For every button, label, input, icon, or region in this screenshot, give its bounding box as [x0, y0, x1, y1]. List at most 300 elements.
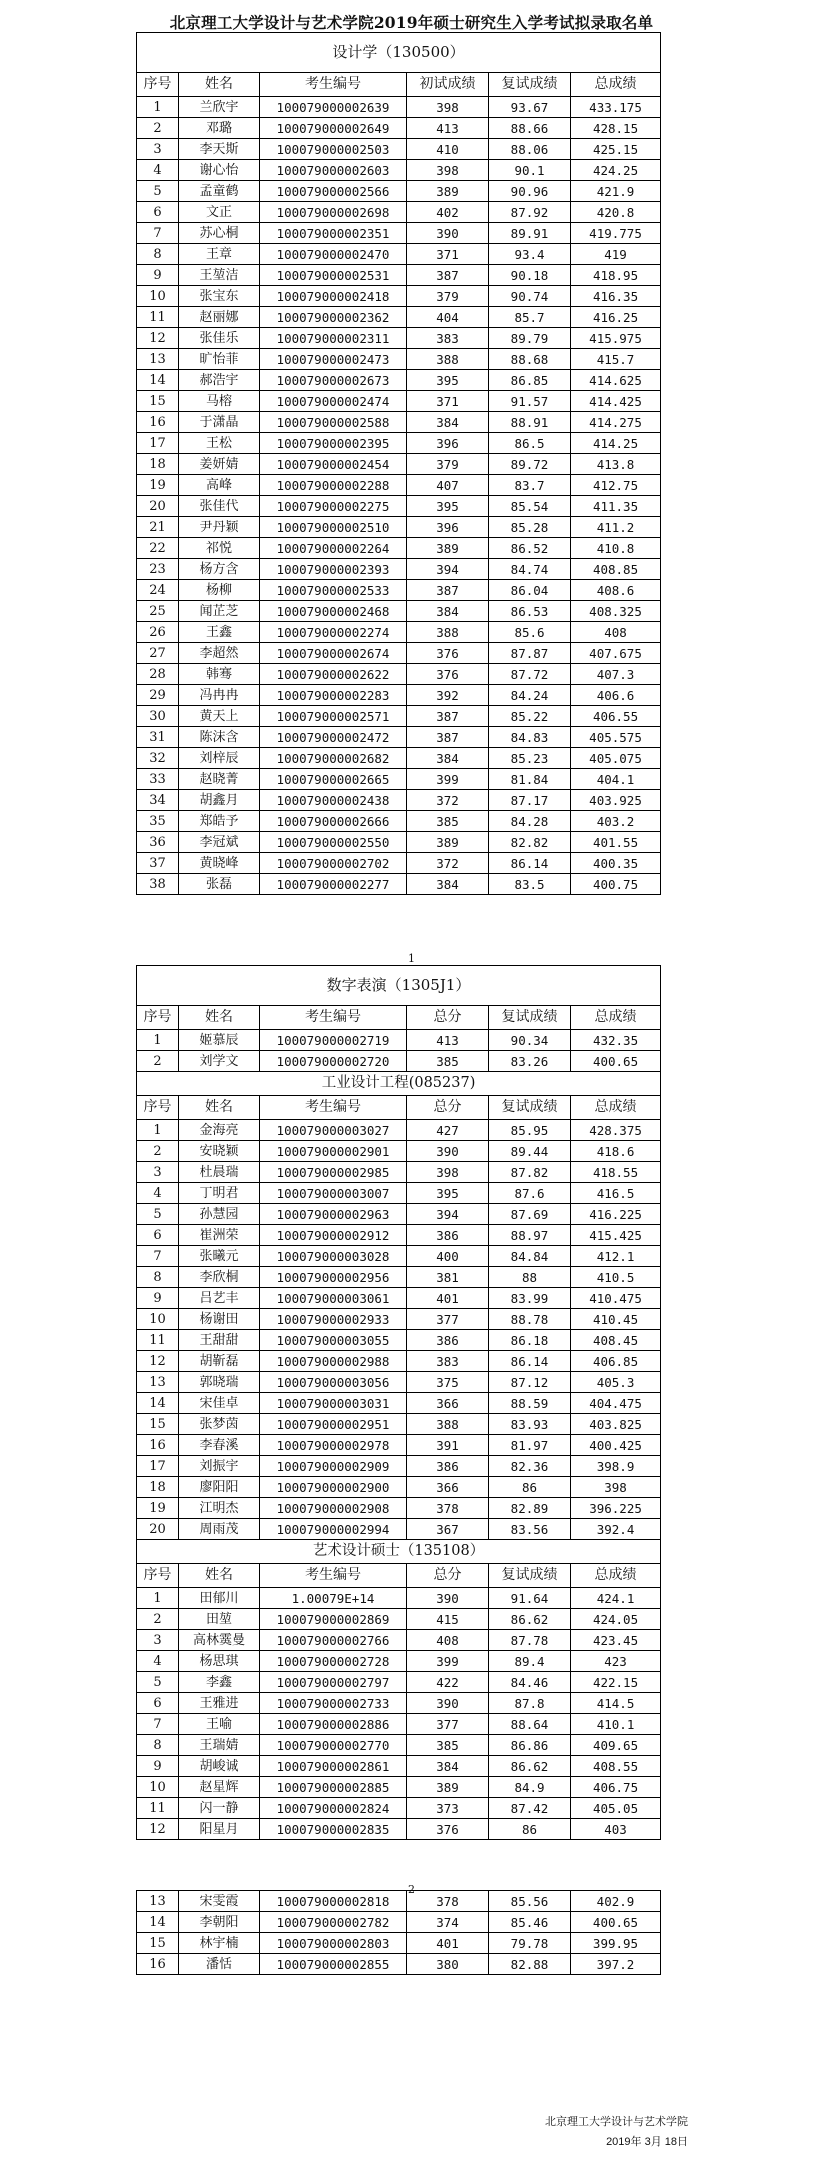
- table-cell: 384: [407, 1756, 489, 1777]
- table-cell: 83.5: [489, 874, 571, 895]
- table-cell: 412.75: [571, 475, 661, 496]
- table-row: [137, 853, 661, 874]
- table-cell: 366: [407, 1477, 489, 1498]
- table-cell: 100079000002861: [260, 1756, 407, 1777]
- table-cell: 414.625: [571, 370, 661, 391]
- table-cell: 384: [407, 412, 489, 433]
- table-cell: 11: [137, 1798, 179, 1819]
- table-cell: 兰欣宇: [179, 97, 260, 118]
- table-cell: 394: [407, 1204, 489, 1225]
- table-cell: 王雅进: [179, 1693, 260, 1714]
- table-cell: 王章: [179, 244, 260, 265]
- table-cell: 388: [407, 1414, 489, 1435]
- table-row: [137, 244, 661, 265]
- table-cell: 100079000002869: [260, 1609, 407, 1630]
- table-cell: 吕艺丰: [179, 1288, 260, 1309]
- table-cell: 刘振宇: [179, 1456, 260, 1477]
- table-cell: 385: [407, 1051, 489, 1072]
- footer-organization: 北京理工大学设计与艺术学院: [545, 2116, 688, 2128]
- table-cell: 100079000002277: [260, 874, 407, 895]
- table-cell: 424.25: [571, 160, 661, 181]
- table-cell: 416.5: [571, 1183, 661, 1204]
- column-header: 总分: [407, 1006, 489, 1030]
- table-cell: 389: [407, 832, 489, 853]
- table-cell: 87.12: [489, 1372, 571, 1393]
- table-cell: 30: [137, 706, 179, 727]
- table-cell: 371: [407, 391, 489, 412]
- table-cell: 100079000002702: [260, 853, 407, 874]
- table-cell: 闻芷芝: [179, 601, 260, 622]
- table-cell: 384: [407, 874, 489, 895]
- table-cell: 18: [137, 454, 179, 475]
- table-cell: 86.14: [489, 853, 571, 874]
- table-cell: 100079000002782: [260, 1912, 407, 1933]
- table-cell: 31: [137, 727, 179, 748]
- table-cell: 10: [137, 286, 179, 307]
- table-cell: 400.75: [571, 874, 661, 895]
- table-cell: 413: [407, 1030, 489, 1051]
- table-cell: 389: [407, 538, 489, 559]
- table-cell: 86.5: [489, 433, 571, 454]
- table-cell: 100079000002901: [260, 1141, 407, 1162]
- table-cell: 100079000002908: [260, 1498, 407, 1519]
- table-cell: 383: [407, 1351, 489, 1372]
- table-cell: 100079000003028: [260, 1246, 407, 1267]
- table-cell: 387: [407, 727, 489, 748]
- table-cell: 85.6: [489, 622, 571, 643]
- table-cell: 姜妍婧: [179, 454, 260, 475]
- table-cell: 100079000002474: [260, 391, 407, 412]
- table-cell: 90.34: [489, 1030, 571, 1051]
- table-cell: 389: [407, 181, 489, 202]
- table-cell: 433.175: [571, 97, 661, 118]
- table-cell: 100079000002473: [260, 349, 407, 370]
- table-row: [137, 1183, 661, 1204]
- table-row: [137, 685, 661, 706]
- table-cell: 杨谢田: [179, 1309, 260, 1330]
- table-cell: 84.46: [489, 1672, 571, 1693]
- table-cell: 400.65: [571, 1912, 661, 1933]
- table-cell: 84.9: [489, 1777, 571, 1798]
- table-row: [137, 727, 661, 748]
- section-title: 数字表演（1305J1）: [137, 966, 661, 1006]
- table-cell: 100079000002454: [260, 454, 407, 475]
- table-cell: 399.95: [571, 1933, 661, 1954]
- table-cell: 411.35: [571, 496, 661, 517]
- table-cell: 100079000002855: [260, 1954, 407, 1975]
- table-cell: 394: [407, 559, 489, 580]
- table-row: [137, 1693, 661, 1714]
- table-cell: 415.7: [571, 349, 661, 370]
- table-cell: 32: [137, 748, 179, 769]
- table-cell: 江明杰: [179, 1498, 260, 1519]
- table-cell: 13: [137, 1891, 179, 1912]
- table-cell: 84.24: [489, 685, 571, 706]
- table-cell: 100079000002275: [260, 496, 407, 517]
- table-cell: 418.55: [571, 1162, 661, 1183]
- table-cell: 100079000002797: [260, 1672, 407, 1693]
- table-cell: 100079000002886: [260, 1714, 407, 1735]
- table-cell: 84.28: [489, 811, 571, 832]
- table-cell: 100079000003007: [260, 1183, 407, 1204]
- table-cell: 415.975: [571, 328, 661, 349]
- table-cell: 15: [137, 391, 179, 412]
- table-cell: 100079000002418: [260, 286, 407, 307]
- table-row: [137, 1798, 661, 1819]
- table-cell: 367: [407, 1519, 489, 1540]
- table-cell: 396: [407, 517, 489, 538]
- table-cell: 83.99: [489, 1288, 571, 1309]
- table-cell: 8: [137, 1735, 179, 1756]
- table-cell: 韩骞: [179, 664, 260, 685]
- table-cell: 100079000002351: [260, 223, 407, 244]
- table-cell: 390: [407, 1141, 489, 1162]
- table-cell: 388: [407, 349, 489, 370]
- table-cell: 王喻: [179, 1714, 260, 1735]
- table-cell: 100079000002728: [260, 1651, 407, 1672]
- table-cell: 404.475: [571, 1393, 661, 1414]
- table-cell: 86.62: [489, 1756, 571, 1777]
- table-cell: 90.1: [489, 160, 571, 181]
- table-cell: 408: [407, 1630, 489, 1651]
- table-row: [137, 370, 661, 391]
- table-cell: 407.3: [571, 664, 661, 685]
- column-header: 复试成绩: [489, 73, 571, 97]
- table-cell: 100079000002933: [260, 1309, 407, 1330]
- table-cell: 37: [137, 853, 179, 874]
- table-cell: 414.5: [571, 1693, 661, 1714]
- section-title-row: [137, 1540, 661, 1564]
- table-row: [137, 1735, 661, 1756]
- table-cell: 12: [137, 1351, 179, 1372]
- table-cell: 376: [407, 1819, 489, 1840]
- table-cell: 82.36: [489, 1456, 571, 1477]
- table-cell: 阳星月: [179, 1819, 260, 1840]
- table-cell: 100079000002472: [260, 727, 407, 748]
- table-cell: 413: [407, 118, 489, 139]
- table-cell: 90.18: [489, 265, 571, 286]
- table-cell: 25: [137, 601, 179, 622]
- table-cell: 22: [137, 538, 179, 559]
- table-cell: 赵丽娜: [179, 307, 260, 328]
- table-cell: 400: [407, 1246, 489, 1267]
- table-cell: 84.74: [489, 559, 571, 580]
- table-row: [137, 349, 661, 370]
- table-cell: 86.52: [489, 538, 571, 559]
- table-cell: 89.91: [489, 223, 571, 244]
- program-admission-table: [136, 965, 661, 1840]
- table-row: [137, 1351, 661, 1372]
- table-cell: 85.46: [489, 1912, 571, 1933]
- table-cell: 100079000002909: [260, 1456, 407, 1477]
- table-cell: 401: [407, 1933, 489, 1954]
- table-cell: 378: [407, 1498, 489, 1519]
- table-cell: 410.475: [571, 1288, 661, 1309]
- table-cell: 402: [407, 202, 489, 223]
- column-header: 考生编号: [260, 1096, 407, 1120]
- table-cell: 390: [407, 1693, 489, 1714]
- table-cell: 28: [137, 664, 179, 685]
- table-cell: 93.67: [489, 97, 571, 118]
- table-cell: 372: [407, 790, 489, 811]
- table-row: [137, 1051, 661, 1072]
- table-cell: 88.66: [489, 118, 571, 139]
- table-cell: 李超然: [179, 643, 260, 664]
- table-cell: 390: [407, 223, 489, 244]
- table-cell: 409.65: [571, 1735, 661, 1756]
- table-cell: 100079000002674: [260, 643, 407, 664]
- table-row: [137, 1030, 661, 1051]
- table-cell: 李天斯: [179, 139, 260, 160]
- table-cell: 379: [407, 454, 489, 475]
- table-cell: 于潇晶: [179, 412, 260, 433]
- table-row: [137, 475, 661, 496]
- column-header: 复试成绩: [489, 1006, 571, 1030]
- table-cell: 87.72: [489, 664, 571, 685]
- table-cell: 10: [137, 1309, 179, 1330]
- table-cell: 孙慧园: [179, 1204, 260, 1225]
- column-header: 序号: [137, 1564, 179, 1588]
- table-cell: 8: [137, 1267, 179, 1288]
- table-cell: 4: [137, 160, 179, 181]
- table-cell: 17: [137, 1456, 179, 1477]
- table-cell: 414.275: [571, 412, 661, 433]
- table-cell: 100079000002550: [260, 832, 407, 853]
- table-cell: 宋佳卓: [179, 1393, 260, 1414]
- table-cell: 404: [407, 307, 489, 328]
- table-row: [137, 1120, 661, 1141]
- table-cell: 13: [137, 349, 179, 370]
- column-header: 总成绩: [571, 1096, 661, 1120]
- table-cell: 7: [137, 1714, 179, 1735]
- table-cell: 416.225: [571, 1204, 661, 1225]
- table-row: [137, 265, 661, 286]
- table-cell: 田郁川: [179, 1588, 260, 1609]
- table-row: [137, 286, 661, 307]
- table-cell: 398: [407, 97, 489, 118]
- table-cell: 13: [137, 1372, 179, 1393]
- table-cell: 4: [137, 1651, 179, 1672]
- column-header: 考生编号: [260, 1006, 407, 1030]
- table-header-row: [137, 73, 661, 97]
- table-cell: 100079000002956: [260, 1267, 407, 1288]
- table-cell: 88.68: [489, 349, 571, 370]
- table-cell: 35: [137, 811, 179, 832]
- table-cell: 419: [571, 244, 661, 265]
- table-cell: 93.4: [489, 244, 571, 265]
- table-cell: 407: [407, 475, 489, 496]
- table-cell: 李冠斌: [179, 832, 260, 853]
- table-cell: 414.25: [571, 433, 661, 454]
- table-cell: 33: [137, 769, 179, 790]
- table-cell: 100079000002510: [260, 517, 407, 538]
- table-cell: 386: [407, 1456, 489, 1477]
- table-cell: 100079000002665: [260, 769, 407, 790]
- table-cell: 398: [407, 160, 489, 181]
- table-cell: 400.35: [571, 853, 661, 874]
- table-row: [137, 790, 661, 811]
- table-cell: 15: [137, 1933, 179, 1954]
- table-cell: 100079000002468: [260, 601, 407, 622]
- table-cell: 79.78: [489, 1933, 571, 1954]
- table-cell: 王甜甜: [179, 1330, 260, 1351]
- table-cell: 24: [137, 580, 179, 601]
- table-cell: 82.82: [489, 832, 571, 853]
- table-cell: 404.1: [571, 769, 661, 790]
- table-cell: 100079000002566: [260, 181, 407, 202]
- table-cell: 89.72: [489, 454, 571, 475]
- table-cell: 100079000002766: [260, 1630, 407, 1651]
- table-cell: 7: [137, 223, 179, 244]
- table-cell: 100079000002963: [260, 1204, 407, 1225]
- document-title: 北京理工大学设计与艺术学院2019年硕士研究生入学考试拟录取名单: [169, 13, 654, 32]
- table-cell: 373: [407, 1798, 489, 1819]
- table-cell: 401: [407, 1288, 489, 1309]
- table-cell: 86: [489, 1477, 571, 1498]
- table-cell: 19: [137, 1498, 179, 1519]
- table-cell: 403.925: [571, 790, 661, 811]
- table-cell: 405.575: [571, 727, 661, 748]
- table-cell: 87.6: [489, 1183, 571, 1204]
- table-cell: 田堃: [179, 1609, 260, 1630]
- table-cell: 100079000003027: [260, 1120, 407, 1141]
- table-cell: 8: [137, 244, 179, 265]
- table-cell: 408.45: [571, 1330, 661, 1351]
- table-cell: 387: [407, 265, 489, 286]
- table-cell: 398: [407, 1162, 489, 1183]
- table-cell: 张磊: [179, 874, 260, 895]
- table-row: [137, 97, 661, 118]
- table-row: [137, 1288, 661, 1309]
- table-cell: 399: [407, 769, 489, 790]
- table-cell: 410.8: [571, 538, 661, 559]
- table-cell: 21: [137, 517, 179, 538]
- table-row: [137, 769, 661, 790]
- table-cell: 19: [137, 475, 179, 496]
- table-cell: 100079000002666: [260, 811, 407, 832]
- table-cell: 385: [407, 1735, 489, 1756]
- table-cell: 29: [137, 685, 179, 706]
- footer-date: 2019年 3月 18日: [606, 2136, 688, 2148]
- table-cell: 3: [137, 139, 179, 160]
- table-cell: 孟童鹤: [179, 181, 260, 202]
- table-cell: 87.78: [489, 1630, 571, 1651]
- table-cell: 85.95: [489, 1120, 571, 1141]
- table-cell: 100079000002720: [260, 1051, 407, 1072]
- table-cell: 415.425: [571, 1225, 661, 1246]
- table-row: [137, 1267, 661, 1288]
- table-cell: 91.64: [489, 1588, 571, 1609]
- table-cell: 黄天上: [179, 706, 260, 727]
- table-cell: 366: [407, 1393, 489, 1414]
- column-header: 总分: [407, 1564, 489, 1588]
- table-cell: 郭晓瑞: [179, 1372, 260, 1393]
- page-number: 2: [408, 1883, 415, 1896]
- table-cell: 91.57: [489, 391, 571, 412]
- table-cell: 周雨茂: [179, 1519, 260, 1540]
- table-cell: 2: [137, 1609, 179, 1630]
- table-cell: 郑皓予: [179, 811, 260, 832]
- table-cell: 406.6: [571, 685, 661, 706]
- table-cell: 李鑫: [179, 1672, 260, 1693]
- table-cell: 100079000002900: [260, 1477, 407, 1498]
- table-cell: 400.65: [571, 1051, 661, 1072]
- table-cell: 387: [407, 580, 489, 601]
- table-row: [137, 1477, 661, 1498]
- table-cell: 100079000002588: [260, 412, 407, 433]
- table-cell: 423.45: [571, 1630, 661, 1651]
- table-row: [137, 664, 661, 685]
- table-cell: 金海亮: [179, 1120, 260, 1141]
- table-cell: 380: [407, 1954, 489, 1975]
- section-title: 艺术设计硕士（135108）: [137, 1540, 661, 1564]
- table-cell: 12: [137, 1819, 179, 1840]
- table-cell: 18: [137, 1477, 179, 1498]
- section-title-row: [137, 1072, 661, 1096]
- table-cell: 88.64: [489, 1714, 571, 1735]
- table-cell: 7: [137, 1246, 179, 1267]
- table-cell: 410.1: [571, 1714, 661, 1735]
- table-cell: 廖阳阳: [179, 1477, 260, 1498]
- table-cell: 14: [137, 1393, 179, 1414]
- table-cell: 415: [407, 1609, 489, 1630]
- table-cell: 100079000003055: [260, 1330, 407, 1351]
- table-cell: 88.97: [489, 1225, 571, 1246]
- table-row: [137, 1609, 661, 1630]
- table-cell: 390: [407, 1588, 489, 1609]
- table-cell: 100079000002393: [260, 559, 407, 580]
- table-cell: 张曦元: [179, 1246, 260, 1267]
- table-cell: 405.3: [571, 1372, 661, 1393]
- table-cell: 414.425: [571, 391, 661, 412]
- table-header-row: [137, 1564, 661, 1588]
- table-cell: 马榕: [179, 391, 260, 412]
- table-cell: 83.93: [489, 1414, 571, 1435]
- table-cell: 89.4: [489, 1651, 571, 1672]
- table-row: [137, 1630, 661, 1651]
- page-number: 1: [408, 952, 415, 965]
- table-cell: 16: [137, 1954, 179, 1975]
- table-cell: 384: [407, 601, 489, 622]
- table-cell: 403.2: [571, 811, 661, 832]
- table-row: [137, 391, 661, 412]
- table-cell: 86.14: [489, 1351, 571, 1372]
- table-cell: 90.96: [489, 181, 571, 202]
- table-cell: 400.425: [571, 1435, 661, 1456]
- table-cell: 424.05: [571, 1609, 661, 1630]
- table-cell: 100079000002682: [260, 748, 407, 769]
- table-cell: 冯冉冉: [179, 685, 260, 706]
- column-header: 序号: [137, 1096, 179, 1120]
- table-cell: 89.44: [489, 1141, 571, 1162]
- table-cell: 杜晨瑞: [179, 1162, 260, 1183]
- table-cell: 85.7: [489, 307, 571, 328]
- table-cell: 90.74: [489, 286, 571, 307]
- table-row: [137, 1891, 661, 1912]
- table-cell: 389: [407, 1777, 489, 1798]
- table-cell: 9: [137, 1288, 179, 1309]
- table-cell: 23: [137, 559, 179, 580]
- table-cell: 100079000002824: [260, 1798, 407, 1819]
- table-cell: 2: [137, 1051, 179, 1072]
- table-row: [137, 538, 661, 559]
- table-cell: 潘恬: [179, 1954, 260, 1975]
- table-row: [137, 118, 661, 139]
- table-cell: 419.775: [571, 223, 661, 244]
- table-cell: 87.92: [489, 202, 571, 223]
- table-cell: 82.88: [489, 1954, 571, 1975]
- table-cell: 王鑫: [179, 622, 260, 643]
